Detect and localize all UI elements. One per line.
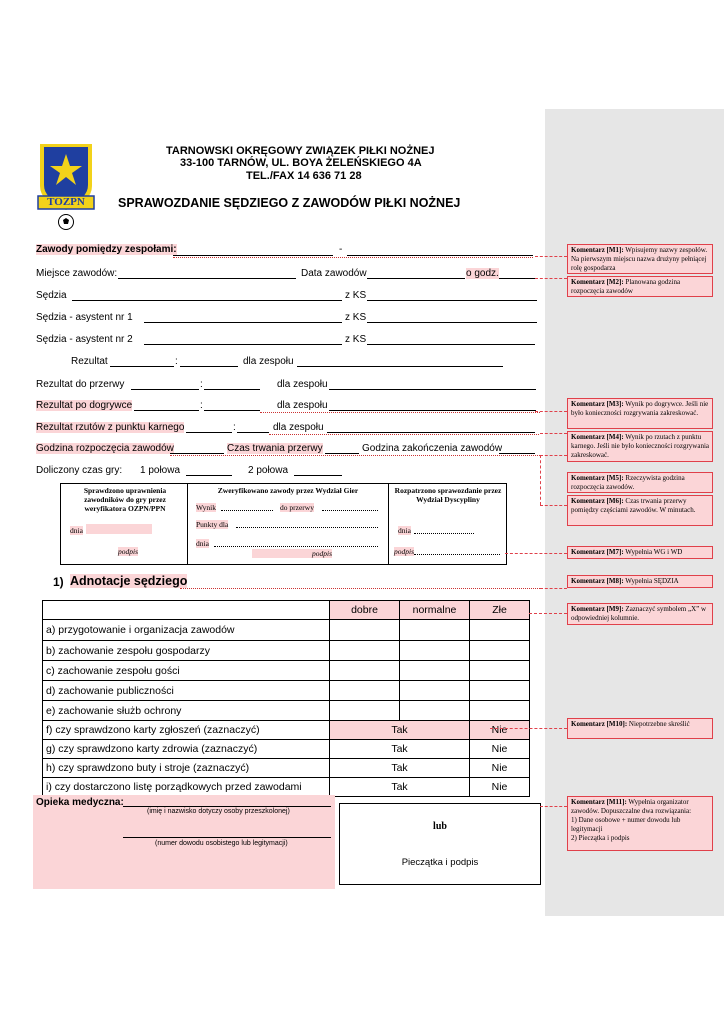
time-field[interactable] — [499, 266, 535, 279]
row-label: c) zachowanie zespołu gości — [43, 661, 330, 681]
assistant2-ks-field[interactable] — [367, 332, 535, 345]
rating-cell[interactable] — [400, 641, 470, 661]
header-good: dobre — [330, 601, 400, 620]
assistant1-ks-label: z KS — [345, 312, 367, 323]
comment-m2[interactable]: Komentarz [M2]: Planowana godzina rozpoczęcia zawodów — [567, 276, 713, 297]
row-label: d) zachowanie publiczności — [43, 681, 330, 701]
assistant1-label: Sędzia - asystent nr 1 — [36, 312, 133, 323]
verify-col2-sign-label: podpis — [252, 549, 332, 558]
assistant2-label: Sędzia - asystent nr 2 — [36, 334, 133, 345]
section1-title: Adnotacje sędziego — [70, 574, 188, 588]
halftime-field[interactable] — [131, 377, 260, 390]
verify-col2-points-field[interactable] — [236, 518, 378, 528]
referee-label: Sędzia — [36, 290, 67, 301]
header-bad: Złe — [470, 601, 530, 620]
verify-col2-result-field[interactable] — [221, 501, 273, 511]
verify-col2-halftime-label: do przerwy — [280, 503, 314, 512]
page-title: SPRAWOZDANIE SĘDZIEGO Z ZAWODÓW PIŁKI NOŻNEJ — [118, 196, 461, 210]
break-duration-field[interactable] — [325, 441, 359, 454]
place-field[interactable] — [118, 266, 296, 279]
comment-m5[interactable]: Komentarz [M5]: Rzeczywista godzina rozpoczęcia zawodów. — [567, 472, 713, 493]
half2-field[interactable] — [294, 463, 342, 476]
added-time-label: Doliczony czas gry: — [36, 465, 123, 476]
tozpn-logo — [36, 142, 96, 230]
half1-label: 1 połowa — [140, 465, 181, 476]
referee-ks-field[interactable] — [367, 288, 537, 301]
table-row — [43, 661, 530, 681]
row-label: b) zachowanie zespołu gospodarzy — [43, 641, 330, 661]
table-row — [43, 620, 530, 641]
or-label: lub — [433, 821, 447, 832]
extra-time-field[interactable] — [134, 398, 260, 411]
comment-m1[interactable]: Komentarz [M1]: Wpisujemy nazwy zespołów. Na pierwszym miejscu nazwa drużyny pełniącej rolę gospodarza — [567, 244, 713, 274]
stamp-box[interactable] — [339, 803, 541, 885]
check-row — [43, 740, 530, 759]
extra-team-label: dla zespołu — [277, 400, 328, 411]
comment-m4[interactable]: Komentarz [M4]: Wynik po rzutach z punktu karnego. Jeśli nie było konieczności rozgrywania zakreskować. — [567, 431, 713, 462]
rating-cell[interactable] — [470, 641, 530, 661]
rating-cell[interactable] — [400, 681, 470, 701]
table-row — [43, 641, 530, 661]
result-label: Rezultat — [71, 356, 108, 367]
extra-time-label: Rezultat po dogrywce — [36, 400, 133, 411]
table-header-empty — [43, 601, 330, 620]
rating-cell[interactable] — [470, 681, 530, 701]
half2-label: 2 połowa — [248, 465, 289, 476]
verify-col2-day-label: dnia — [196, 539, 209, 548]
rating-cell[interactable] — [470, 620, 530, 641]
rating-cell[interactable] — [330, 661, 400, 681]
check-label: g) czy sprawdzono karty zdrowia (zaznaczyć) — [43, 740, 330, 759]
verify-col2-title: Zweryfikowano zawody przez Wydział Gier — [217, 486, 359, 495]
check-yes[interactable]: Tak — [330, 721, 470, 740]
rating-cell[interactable] — [330, 701, 400, 721]
assistant2-field[interactable] — [144, 332, 342, 345]
adnotations-table — [42, 600, 530, 797]
time-label: o godz. — [466, 268, 499, 279]
halftime-team-field[interactable] — [329, 377, 536, 390]
halftime-colon: : — [200, 379, 203, 390]
penalty-colon: : — [233, 422, 236, 433]
comment-m3[interactable]: Komentarz [M3]: Wynik po dogrywce. Jeśli nie było konieczności rozgrywania zakreskować. — [567, 398, 713, 429]
start-time-label: Godzina rozpoczęcia zawodów — [36, 443, 174, 454]
comment-m7[interactable]: Komentarz [M7]: Wypełnia WG i WD — [567, 546, 713, 559]
check-label: h) czy sprawdzono buty i stroje (zaznaczyć) — [43, 759, 330, 778]
result-team-label: dla zespołu — [243, 356, 294, 367]
verify-col3-title: Rozpatrzono sprawozdanie przez Wydział Dyscypliny — [394, 486, 502, 504]
stamp-label: Pieczątka i podpis — [401, 857, 479, 868]
end-time-label: Godzina zakończenia zawodów — [362, 443, 503, 454]
rating-cell[interactable] — [400, 701, 470, 721]
verify-col1-sign-label: podpis — [118, 547, 139, 556]
result-field[interactable] — [110, 354, 238, 367]
halftime-team-label: dla zespołu — [277, 379, 328, 390]
table-row — [43, 701, 530, 721]
check-no[interactable]: Nie — [470, 721, 530, 740]
penalty-label: Rezultat rzutów z punktu karnego — [36, 422, 185, 433]
date-label: Data zawodów — [301, 268, 367, 279]
comment-m10[interactable]: Komentarz [M10]: Niepotrzebne skreślić — [567, 718, 713, 739]
assistant2-ks-label: z KS — [345, 334, 367, 345]
row-label: a) przygotowanie i organizacja zawodów — [43, 620, 330, 641]
medical-name-hint: (imię i nazwisko dotyczy osoby przeszkolonej) — [147, 808, 290, 815]
check-yes[interactable]: Tak — [330, 759, 470, 778]
verify-col1-day-label: dnia — [70, 526, 83, 535]
comment-m8[interactable]: Komentarz [M8]: Wypełnia SĘDZIA — [567, 575, 713, 588]
break-duration-label: Czas trwania przerwy — [227, 443, 323, 454]
logo-text: TOZPN — [47, 196, 85, 208]
check-label: f) czy sprawdzono karty zgłoszeń (zaznaczyć) — [43, 721, 330, 740]
rating-cell[interactable] — [470, 661, 530, 681]
verify-col2-points-label: Punkty dla — [196, 520, 229, 529]
check-row — [43, 721, 530, 740]
half1-field[interactable] — [186, 463, 232, 476]
end-time-field[interactable] — [499, 441, 535, 454]
check-yes[interactable]: Tak — [330, 740, 470, 759]
check-no[interactable]: Nie — [470, 759, 530, 778]
verify-col3-day-label: dnia — [398, 526, 411, 535]
rating-cell[interactable] — [330, 641, 400, 661]
verify-col2-day-field[interactable] — [214, 537, 378, 547]
result-colon: : — [175, 356, 178, 367]
teams-label: Zawody pomiędzy zespołami: — [36, 244, 177, 255]
comment-m6[interactable]: Komentarz [M6]: Czas trwania przerwy pomiędzy częściami zawodów. W minutach. — [567, 495, 713, 526]
halftime-label: Rezultat do przerwy — [36, 379, 125, 390]
rating-cell[interactable] — [330, 620, 400, 641]
table-row — [43, 681, 530, 701]
check-label: i) czy dostarczono listę porządkowych przed zawodami — [43, 778, 330, 797]
row-label: e) zachowanie służb ochrony — [43, 701, 330, 721]
verify-col2-result-label: Wynik — [196, 503, 216, 512]
header-normal: normalne — [400, 601, 470, 620]
referee-field[interactable] — [72, 288, 342, 301]
verify-col3-day-field[interactable] — [414, 524, 474, 534]
medical-id-hint: (numer dowodu osobistego lub legitymacji) — [155, 840, 288, 847]
rating-cell[interactable] — [400, 661, 470, 681]
date-field[interactable] — [367, 266, 465, 279]
comment-m11-option2: 2) Pieczątka i podpis — [571, 834, 630, 842]
check-no[interactable]: Nie — [470, 778, 530, 797]
penalty-team-label: dla zespołu — [273, 422, 324, 433]
place-label: Miejsce zawodów: — [36, 268, 118, 279]
teams-field[interactable] — [173, 242, 533, 256]
section1-number: 1) — [53, 575, 64, 589]
header-line2: 33-100 TARNÓW, UL. BOYA ŻELEŃSKIEGO 4A — [180, 157, 422, 169]
extra-colon: : — [200, 400, 203, 411]
penalty-field[interactable] — [186, 420, 269, 433]
table-header-row — [43, 601, 530, 620]
verify-col2-halftime-field[interactable] — [322, 501, 378, 511]
verify-col3-sign-label: podpis — [394, 547, 415, 556]
medical-label: Opieka medyczna: — [36, 797, 124, 808]
comment-m11[interactable]: Komentarz [M11]: Wypełnia organizator zawodów. Dopuszczalne dwa rozwiązania: 1) Dane osobowe + numer dowodu lub legitymacji 2) Pieczątka i podpis — [567, 796, 713, 851]
medical-id-field[interactable] — [123, 825, 331, 838]
check-yes[interactable]: Tak — [330, 778, 470, 797]
referee-ks-label: z KS — [345, 290, 367, 301]
header-line1: TARNOWSKI OKRĘGOWY ZWIĄZEK PIŁKI NOŻNEJ — [166, 145, 435, 157]
rating-cell[interactable] — [400, 620, 470, 641]
medical-name-field[interactable] — [123, 794, 331, 807]
comment-m9[interactable]: Komentarz [M9]: Zaznaczyć symbolem „X” w odpowiedniej kolumnie. — [567, 603, 713, 625]
rating-cell[interactable] — [330, 681, 400, 701]
check-no[interactable]: Nie — [470, 740, 530, 759]
comment-m11-option1: 1) Dane osobowe + numer dowodu lub legitymacji — [571, 816, 681, 833]
assistant1-ks-field[interactable] — [367, 310, 537, 323]
rating-cell[interactable] — [470, 701, 530, 721]
assistant1-field[interactable] — [144, 310, 342, 323]
result-team-field[interactable] — [297, 354, 503, 367]
header-line3: TEL./FAX 14 636 71 28 — [246, 170, 362, 182]
verify-col1-day-field[interactable] — [86, 524, 152, 534]
start-time-field[interactable] — [170, 441, 224, 454]
penalty-team-field[interactable] — [327, 420, 535, 433]
check-row — [43, 759, 530, 778]
verify-col1-title: Sprawdzono uprawnienia zawodników do gry przez weryfikatora OZPN/PPN — [83, 486, 167, 513]
extra-team-field[interactable] — [329, 398, 536, 411]
teams-separator: - — [339, 244, 343, 255]
